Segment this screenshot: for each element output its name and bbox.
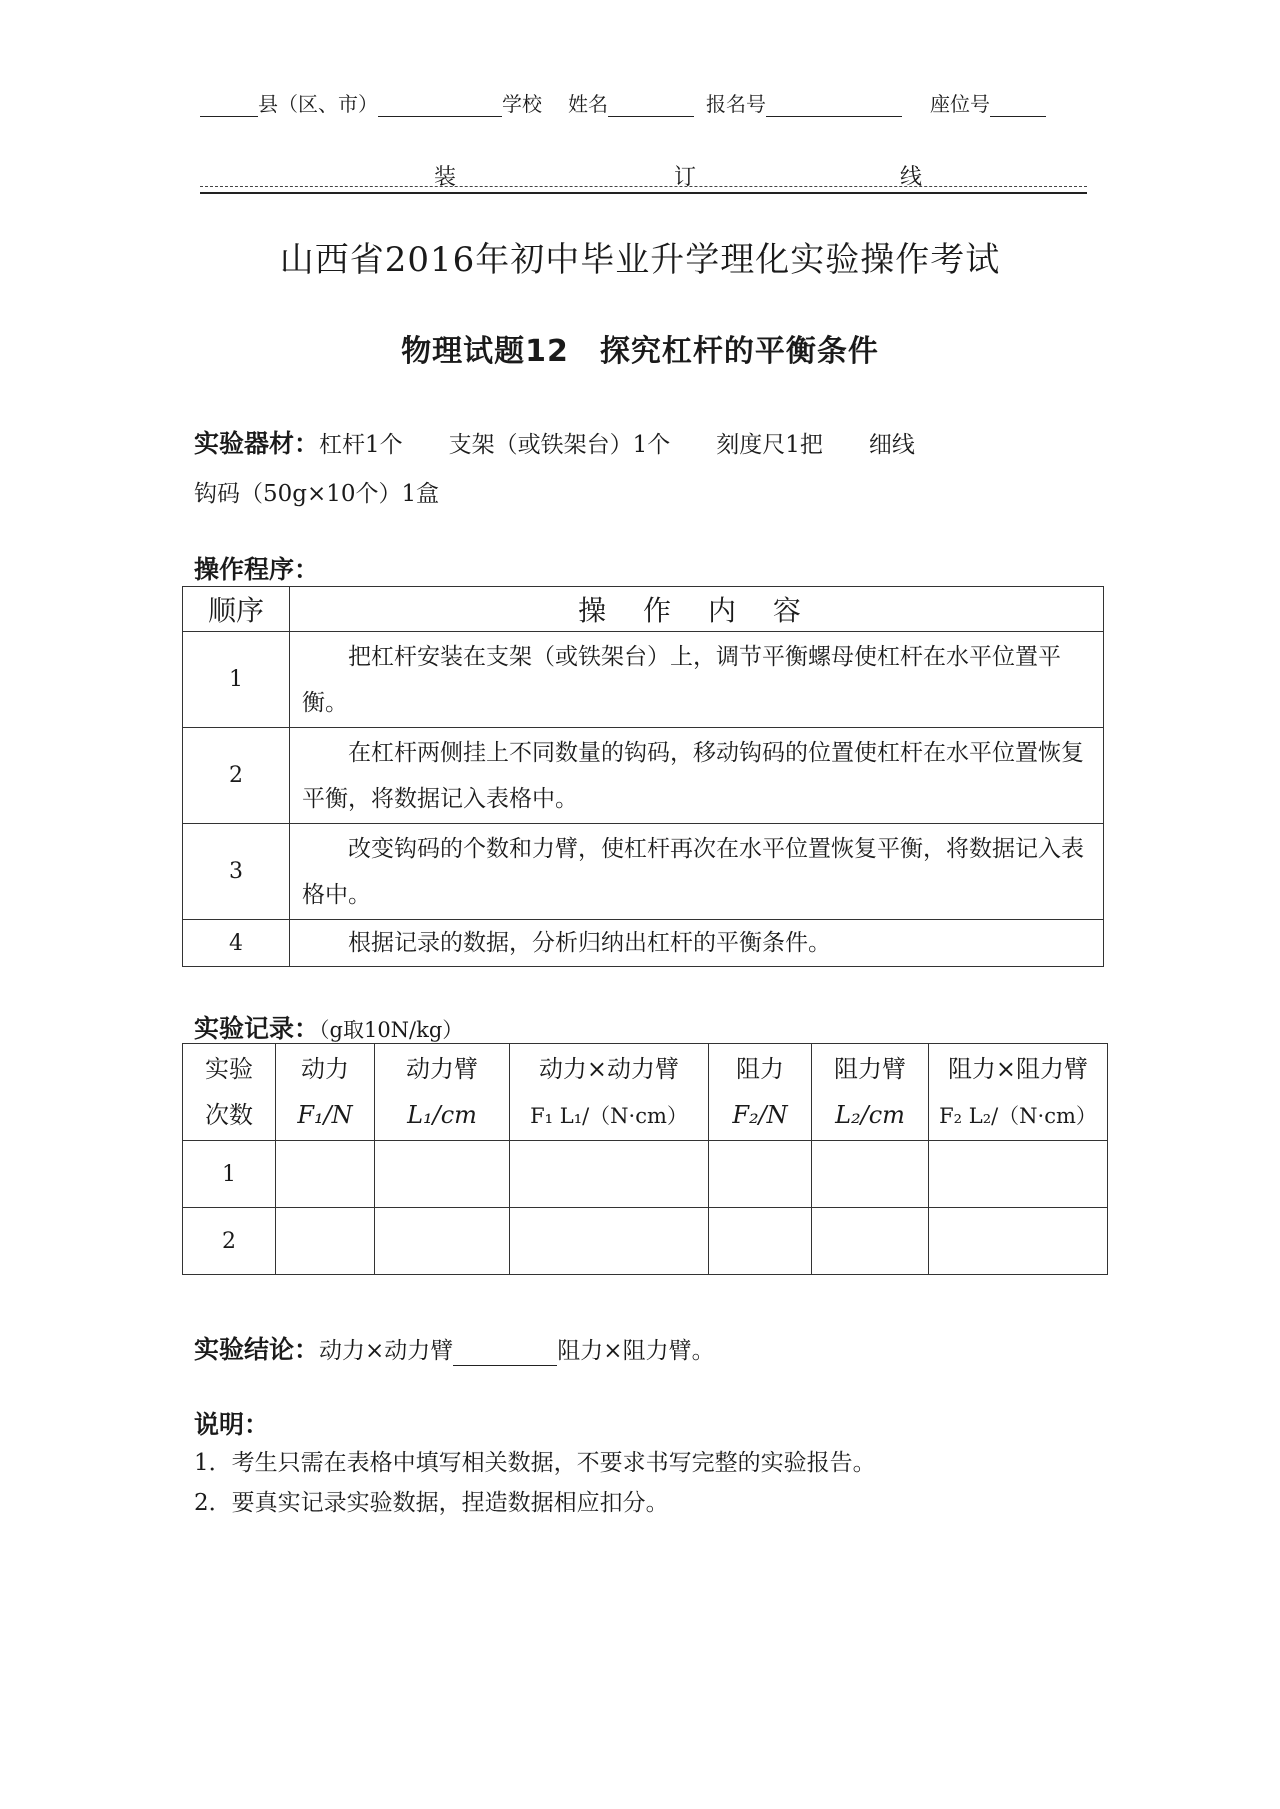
procedure-row-text: 在杠杆两侧挂上不同数量的钩码，移动钩码的位置使杠杆在水平位置恢复平衡，将数据记入表格中。 — [290, 728, 1104, 824]
procedure-col-order: 顺序 — [183, 587, 290, 632]
record-col-effort-product — [510, 1044, 709, 1141]
conclusion-blank[interactable] — [453, 1343, 557, 1366]
record-cell[interactable] — [709, 1208, 812, 1275]
record-col-effort-a: 动力 — [301, 1055, 349, 1083]
record-cell[interactable] — [929, 1208, 1108, 1275]
conclusion-line — [194, 1330, 715, 1366]
procedure-row-text: 根据记录的数据，分析归纳出杠杆的平衡条件。 — [290, 920, 1104, 967]
procedure-row — [183, 728, 1104, 824]
school-label: 学校 — [502, 92, 542, 116]
record-col-load — [709, 1044, 812, 1141]
school-blank[interactable] — [378, 96, 502, 117]
record-cell[interactable] — [276, 1208, 375, 1275]
record-cell[interactable] — [812, 1141, 929, 1208]
record-col-effort-arm — [375, 1044, 510, 1141]
equipment-line-2: 钩码（50g×10个）1盒 — [194, 481, 440, 507]
procedure-row-num: 1 — [183, 632, 290, 728]
record-table — [182, 1043, 1108, 1275]
equipment-line-1: 杠杆1个 支架（或铁架台）1个 刻度尺1把 细线 — [319, 432, 915, 458]
procedure-row-num: 2 — [183, 728, 290, 824]
procedure-col-content: 操 作 内 容 — [290, 587, 1104, 632]
procedure-header-row — [183, 587, 1104, 632]
record-col-effort-product-a: 动力×动力臂 — [538, 1054, 680, 1083]
procedure-row — [183, 824, 1104, 920]
procedure-row-num: 4 — [183, 920, 290, 967]
binding-solid-rule — [200, 192, 1087, 194]
binding-char-2: 订 — [674, 165, 697, 190]
record-heading-line — [194, 1009, 463, 1045]
record-note: （g取10N/kg） — [319, 1018, 464, 1042]
seat-label: 座位号 — [930, 92, 990, 116]
record-cell[interactable] — [510, 1208, 709, 1275]
conclusion-heading: 实验结论： — [194, 1335, 320, 1364]
binding-char-1: 装 — [434, 165, 457, 190]
record-col-effort-arm-b: L₁/cm — [407, 1101, 477, 1129]
procedure-table — [182, 586, 1104, 967]
note-item: 2．要真实记录实验数据，捏造数据相应扣分。 — [194, 1490, 669, 1516]
procedure-heading: 操作程序： — [194, 555, 320, 584]
record-cell[interactable] — [510, 1141, 709, 1208]
procedure-row-text: 改变钩码的个数和力臂，使杠杆再次在水平位置恢复平衡，将数据记入表格中。 — [290, 824, 1104, 920]
record-col-load-arm — [812, 1044, 929, 1141]
record-col-load-b: F₂/N — [732, 1101, 788, 1129]
record-col-load-arm-a: 阻力臂 — [834, 1055, 906, 1083]
record-col-trial — [183, 1044, 276, 1141]
record-col-effort-arm-a: 动力臂 — [406, 1055, 478, 1083]
record-col-load-arm-b: L₂/cm — [835, 1101, 905, 1129]
record-cell[interactable] — [375, 1208, 510, 1275]
procedure-row-num: 3 — [183, 824, 290, 920]
record-col-load-product-a: 阻力×阻力臂 — [947, 1054, 1089, 1083]
procedure-row-text: 把杠杆安装在支架（或铁架台）上，调节平衡螺母使杠杆在水平位置平衡。 — [290, 632, 1104, 728]
record-cell[interactable] — [375, 1141, 510, 1208]
procedure-row — [183, 632, 1104, 728]
county-label: 县（区、市） — [258, 92, 378, 116]
record-row-num: 1 — [183, 1141, 276, 1208]
record-col-effort-product-b: F₁ L₁/（N·cm） — [530, 1103, 688, 1128]
record-col-effort-b: F₁/N — [297, 1101, 353, 1129]
record-cell[interactable] — [276, 1141, 375, 1208]
name-label: 姓名 — [568, 92, 608, 116]
binding-char-3: 线 — [900, 165, 923, 190]
equipment-section — [194, 424, 915, 460]
record-col-load-product — [929, 1044, 1108, 1141]
record-row — [183, 1141, 1108, 1208]
record-col-load-product-b: F₂ L₂/（N·cm） — [939, 1103, 1097, 1128]
equipment-heading: 实验器材： — [194, 429, 320, 458]
notes-list — [194, 1443, 876, 1523]
county-blank[interactable] — [200, 96, 258, 117]
record-cell[interactable] — [812, 1208, 929, 1275]
record-heading: 实验记录： — [194, 1014, 320, 1043]
conclusion-right: 阻力×阻力臂。 — [557, 1338, 715, 1364]
record-row — [183, 1208, 1108, 1275]
record-cell[interactable] — [709, 1141, 812, 1208]
seat-blank[interactable] — [990, 96, 1046, 117]
record-cell[interactable] — [929, 1141, 1108, 1208]
exam-subtitle: 物理试题12 探究杠杆的平衡条件 — [401, 334, 879, 369]
candidate-info-line — [200, 88, 1046, 117]
note-item: 1．考生只需在表格中填写相关数据，不要求书写完整的实验报告。 — [194, 1450, 876, 1476]
record-row-num: 2 — [183, 1208, 276, 1275]
notes-heading: 说明： — [194, 1410, 270, 1439]
record-header-row — [183, 1044, 1108, 1141]
exam-title: 山西省2016年初中毕业升学理化实验操作考试 — [279, 240, 1001, 280]
conclusion-left: 动力×动力臂 — [319, 1338, 454, 1364]
binding-dashed-rule — [200, 186, 1087, 187]
registration-label: 报名号 — [706, 92, 766, 116]
registration-blank[interactable] — [766, 96, 902, 117]
binding-line — [200, 158, 1087, 188]
procedure-row — [183, 920, 1104, 967]
record-col-effort — [276, 1044, 375, 1141]
name-blank[interactable] — [608, 96, 694, 117]
record-col-trial-a: 实验 — [205, 1055, 253, 1083]
record-col-trial-b: 次数 — [205, 1101, 253, 1129]
record-col-load-a: 阻力 — [736, 1055, 784, 1083]
